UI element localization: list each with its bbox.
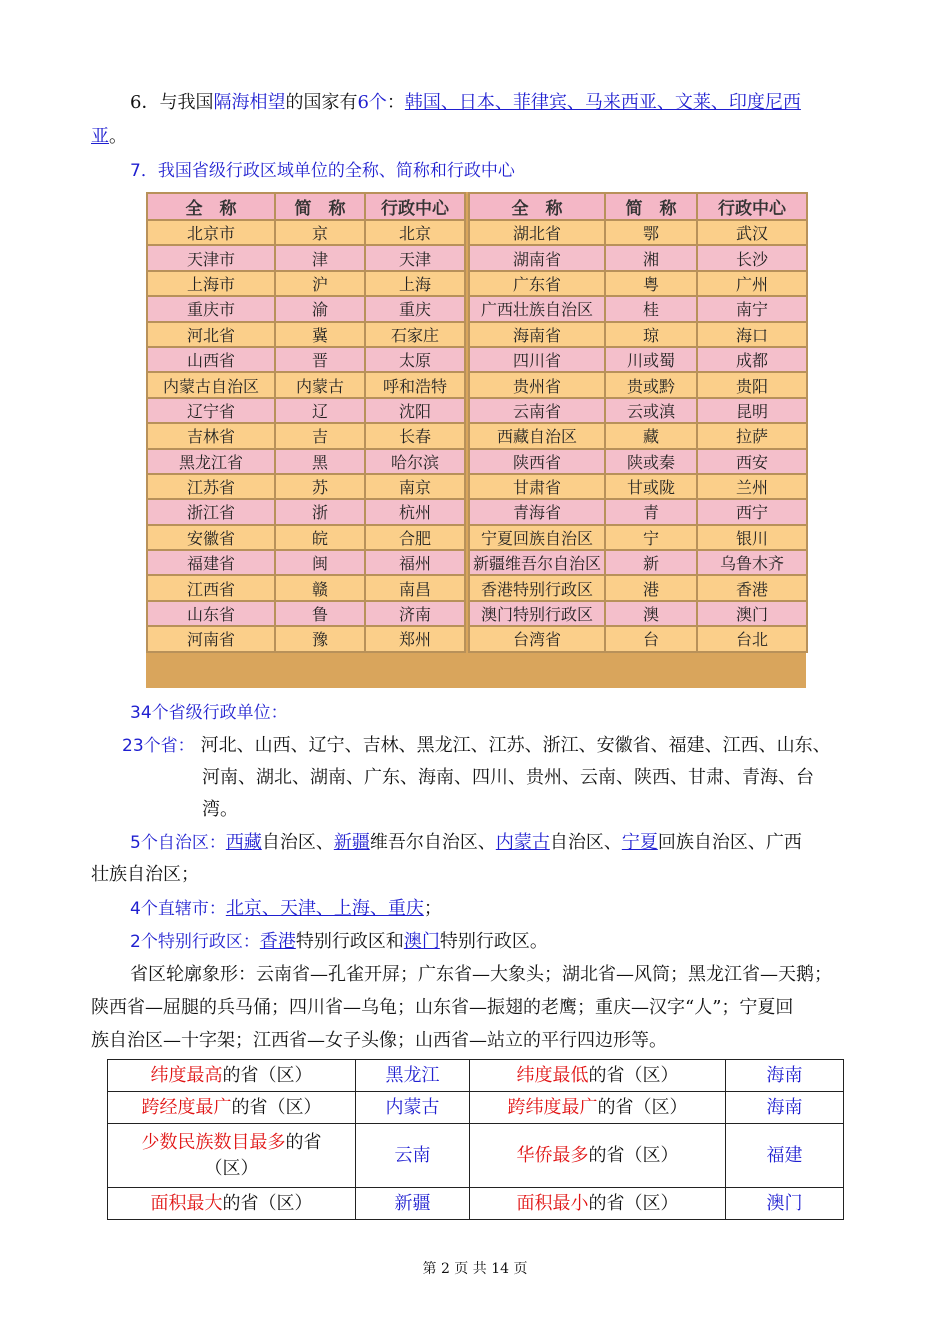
province-abbr: 宁 [605, 525, 697, 550]
facts-highlight: 纬度最高 [150, 1064, 223, 1086]
provinces-line1 [122, 733, 831, 759]
province-table-row [469, 449, 807, 474]
province-table-row [147, 372, 465, 397]
autonomous-line2: 壮族自治区； [91, 864, 199, 885]
province-table-row [469, 372, 807, 397]
facts-cell-question [470, 1060, 726, 1092]
province-fullname: 台湾省 [469, 626, 605, 651]
province-fullname: 安徽省 [147, 525, 275, 550]
province-fullname: 贵州省 [469, 372, 605, 397]
province-table-row [469, 525, 807, 550]
facts-cell-question [108, 1188, 356, 1220]
province-table-row [469, 322, 807, 347]
province-capital: 上海 [365, 271, 465, 296]
province-capital: 石家庄 [365, 322, 465, 347]
p6-number: 6． [130, 92, 160, 113]
province-table-row [147, 322, 465, 347]
province-fullname: 内蒙古自治区 [147, 372, 275, 397]
facts-text: 的省（区） [597, 1096, 688, 1118]
municipalities-end: ； [423, 898, 442, 919]
province-table-left [146, 192, 466, 653]
province-capital: 沈阳 [365, 398, 465, 423]
province-capital: 兰州 [697, 474, 807, 499]
province-abbr: 琼 [605, 322, 697, 347]
p6-line1 [130, 90, 801, 116]
municipalities-list: 北京、天津、上海、重庆 [225, 898, 424, 919]
autonomous-text-3: 自治区、 [549, 832, 622, 853]
province-table-row [147, 601, 465, 626]
facts-highlight: 纬度最低 [516, 1064, 589, 1086]
province-fullname: 湖北省 [469, 220, 605, 245]
facts-cell-question [470, 1124, 726, 1188]
facts-cell-question [108, 1060, 356, 1092]
province-table-row [147, 220, 465, 245]
province-capital: 福州 [365, 550, 465, 575]
province-capital: 南宁 [697, 296, 807, 321]
facts-cell-answer: 海南 [726, 1092, 844, 1124]
province-fullname: 河南省 [147, 626, 275, 651]
province-abbr: 鄂 [605, 220, 697, 245]
province-fullname: 福建省 [147, 550, 275, 575]
shapes-line1: 省区轮廓象形：云南省—孔雀开屏；广东省—大象头；湖北省—风筒；黑龙江省—天鹅； [130, 964, 832, 985]
province-table-header-cell: 行政中心 [365, 193, 465, 220]
province-fullname: 四川省 [469, 347, 605, 372]
facts-highlight: 面积最小 [516, 1192, 589, 1214]
autonomous-text-4: 回族自治区、广西 [657, 832, 802, 853]
province-fullname: 广东省 [469, 271, 605, 296]
facts-text: （区） [204, 1157, 259, 1179]
province-abbr: 吉 [275, 423, 365, 448]
province-capital: 成都 [697, 347, 807, 372]
facts-highlight: 跨经度最广 [141, 1096, 232, 1118]
province-capital: 广州 [697, 271, 807, 296]
province-abbr: 苏 [275, 474, 365, 499]
facts-cell-answer: 福建 [726, 1124, 844, 1188]
p6-colon: ： [386, 92, 405, 113]
municipalities-label: 4个直辖市： [130, 899, 226, 919]
province-table-row [469, 499, 807, 524]
province-abbr: 晋 [275, 347, 365, 372]
autonomous-line1 [130, 830, 802, 856]
province-abbr: 贵或黔 [605, 372, 697, 397]
province-abbr: 内蒙古 [275, 372, 365, 397]
province-abbr: 云或滇 [605, 398, 697, 423]
admin-total: 34个省级行政单位： [130, 703, 288, 723]
province-capital: 西安 [697, 449, 807, 474]
facts-row [108, 1060, 844, 1092]
province-capital: 台北 [697, 626, 807, 651]
facts-cell-answer: 内蒙古 [356, 1092, 470, 1124]
facts-text: 的省（区） [588, 1144, 679, 1166]
province-abbr: 皖 [275, 525, 365, 550]
province-table-header [147, 193, 465, 220]
province-fullname: 吉林省 [147, 423, 275, 448]
sar-end: 特别行政区。 [439, 931, 548, 952]
province-abbr: 赣 [275, 575, 365, 600]
province-fullname: 重庆市 [147, 296, 275, 321]
facts-cell-question [108, 1092, 356, 1124]
province-table-row [469, 423, 807, 448]
province-table [146, 192, 806, 688]
p6-count: 6个 [357, 92, 387, 113]
province-fullname: 新疆维吾尔自治区 [469, 550, 605, 575]
province-fullname: 北京市 [147, 220, 275, 245]
province-fullname: 湖南省 [469, 245, 605, 270]
province-abbr: 港 [605, 575, 697, 600]
province-fullname: 天津市 [147, 245, 275, 270]
autonomous-ningxia: 宁夏 [621, 832, 658, 853]
provinces-list-1: 河北、山西、辽宁、吉林、黑龙江、江苏、浙江、安徽省、福建、江西、山东、 [200, 735, 831, 756]
province-abbr: 鲁 [275, 601, 365, 626]
province-abbr: 京 [275, 220, 365, 245]
province-abbr: 陕或秦 [605, 449, 697, 474]
province-abbr: 桂 [605, 296, 697, 321]
autonomous-label: 5个自治区： [130, 833, 226, 853]
province-table-row [147, 550, 465, 575]
province-abbr: 渝 [275, 296, 365, 321]
province-capital: 香港 [697, 575, 807, 600]
province-table-row [147, 271, 465, 296]
province-abbr: 新 [605, 550, 697, 575]
facts-cell-answer: 云南 [356, 1124, 470, 1188]
autonomous-text-2: 维吾尔自治区、 [369, 832, 496, 853]
province-fullname: 浙江省 [147, 499, 275, 524]
province-capital: 北京 [365, 220, 465, 245]
province-fullname: 河北省 [147, 322, 275, 347]
province-table-row [469, 550, 807, 575]
facts-highlight: 少数民族数目最多 [141, 1131, 286, 1153]
sar-macau: 澳门 [403, 931, 440, 952]
province-fullname: 云南省 [469, 398, 605, 423]
shapes-line2: 陕西省—屈腿的兵马俑；四川省—乌龟；山东省—振翅的老鹰；重庆—汉字“人”；宁夏回 [91, 997, 794, 1018]
province-fullname: 山东省 [147, 601, 275, 626]
province-table-row [469, 271, 807, 296]
province-capital: 澳门 [697, 601, 807, 626]
province-abbr: 藏 [605, 423, 697, 448]
province-table-row [469, 626, 807, 651]
facts-cell-answer: 黑龙江 [356, 1060, 470, 1092]
province-capital: 重庆 [365, 296, 465, 321]
province-abbr: 青 [605, 499, 697, 524]
facts-text: 的省 [285, 1131, 322, 1153]
province-fullname: 广西壮族自治区 [469, 296, 605, 321]
province-capital: 郑州 [365, 626, 465, 651]
autonomous-xinjiang: 新疆 [333, 832, 370, 853]
facts-cell-question [470, 1188, 726, 1220]
facts-cell-question [108, 1124, 356, 1188]
facts-text: 的省（区） [588, 1192, 679, 1214]
province-capital: 武汉 [697, 220, 807, 245]
province-capital: 长春 [365, 423, 465, 448]
provinces-label: 23个省： [122, 736, 195, 756]
facts-highlight: 面积最大 [150, 1192, 223, 1214]
province-abbr: 台 [605, 626, 697, 651]
province-table-header-cell: 全 称 [147, 193, 275, 220]
province-abbr: 湘 [605, 245, 697, 270]
facts-cell-answer: 新疆 [356, 1188, 470, 1220]
province-capital: 呼和浩特 [365, 372, 465, 397]
province-table-row [147, 423, 465, 448]
facts-text: 的省（区） [588, 1064, 679, 1086]
provinces-line3: 湾。 [202, 799, 238, 820]
province-capital: 太原 [365, 347, 465, 372]
province-abbr: 浙 [275, 499, 365, 524]
province-table-row [147, 474, 465, 499]
province-abbr: 甘或陇 [605, 474, 697, 499]
p6-countries: 韩国、日本、菲律宾、马来西亚、文莱、印度尼西 [404, 92, 801, 113]
province-table-row [469, 245, 807, 270]
autonomous-neimenggu: 内蒙古 [495, 832, 550, 853]
provinces-line2: 河南、湖北、湖南、广东、海南、四川、贵州、云南、陕西、甘肃、青海、台 [202, 767, 814, 788]
province-abbr: 粤 [605, 271, 697, 296]
municipalities-line [130, 896, 442, 922]
province-table-row [147, 626, 465, 651]
province-capital: 西宁 [697, 499, 807, 524]
autonomous-text-1: 自治区、 [261, 832, 334, 853]
facts-highlight: 华侨最多 [516, 1144, 589, 1166]
sar-label: 2个特别行政区： [130, 932, 260, 952]
province-capital: 海口 [697, 322, 807, 347]
province-table-row [147, 296, 465, 321]
province-fullname: 上海市 [147, 271, 275, 296]
province-capital: 合肥 [365, 525, 465, 550]
facts-table [107, 1059, 844, 1220]
province-fullname: 海南省 [469, 322, 605, 347]
province-table-row [147, 499, 465, 524]
province-table-row [469, 220, 807, 245]
province-fullname: 宁夏回族自治区 [469, 525, 605, 550]
province-table-header [469, 193, 807, 220]
province-capital: 天津 [365, 245, 465, 270]
sar-hongkong: 香港 [259, 931, 296, 952]
province-fullname: 辽宁省 [147, 398, 275, 423]
province-table-header-cell: 全 称 [469, 193, 605, 220]
province-table-row [469, 575, 807, 600]
province-capital: 银川 [697, 525, 807, 550]
facts-highlight: 跨纬度最广 [507, 1096, 598, 1118]
province-abbr: 黑 [275, 449, 365, 474]
province-table-row [147, 398, 465, 423]
province-table-row [469, 601, 807, 626]
autonomous-xizang: 西藏 [225, 832, 262, 853]
shapes-line3: 族自治区—十字架；江西省—女子头像；山西省—站立的平行四边形等。 [91, 1030, 667, 1051]
facts-row [108, 1124, 844, 1188]
province-fullname: 香港特别行政区 [469, 575, 605, 600]
facts-row [108, 1188, 844, 1220]
province-fullname: 江西省 [147, 575, 275, 600]
province-capital: 南京 [365, 474, 465, 499]
province-abbr: 澳 [605, 601, 697, 626]
province-abbr: 津 [275, 245, 365, 270]
facts-text: 的省（区） [222, 1064, 313, 1086]
province-abbr: 辽 [275, 398, 365, 423]
province-capital: 贵阳 [697, 372, 807, 397]
facts-text: 的省（区） [231, 1096, 322, 1118]
province-fullname: 青海省 [469, 499, 605, 524]
facts-cell-answer: 澳门 [726, 1188, 844, 1220]
province-abbr: 冀 [275, 322, 365, 347]
province-fullname: 江苏省 [147, 474, 275, 499]
section-7-heading: 7．我国省级行政区域单位的全称、简称和行政中心 [130, 161, 515, 181]
p6-keyword: 隔海相望 [213, 92, 286, 113]
province-capital: 乌鲁木齐 [697, 550, 807, 575]
p6-text3: 的国家有 [285, 92, 358, 113]
facts-cell-question [470, 1092, 726, 1124]
province-fullname: 山西省 [147, 347, 275, 372]
province-fullname: 西藏自治区 [469, 423, 605, 448]
province-table-header-cell: 行政中心 [697, 193, 807, 220]
province-capital: 长沙 [697, 245, 807, 270]
facts-cell-answer: 海南 [726, 1060, 844, 1092]
province-table-row [147, 575, 465, 600]
province-table-row [147, 525, 465, 550]
province-table-row [469, 474, 807, 499]
province-fullname: 陕西省 [469, 449, 605, 474]
facts-row [108, 1092, 844, 1124]
province-table-row [147, 347, 465, 372]
province-capital: 哈尔滨 [365, 449, 465, 474]
p6-end: 。 [109, 126, 127, 147]
p6-line2 [91, 124, 127, 150]
province-table-header-cell: 简 称 [605, 193, 697, 220]
province-abbr: 沪 [275, 271, 365, 296]
province-table-row [147, 449, 465, 474]
province-table-row [147, 245, 465, 270]
province-capital: 拉萨 [697, 423, 807, 448]
province-table-header-cell: 简 称 [275, 193, 365, 220]
province-abbr: 豫 [275, 626, 365, 651]
province-table-row [469, 347, 807, 372]
province-fullname: 澳门特别行政区 [469, 601, 605, 626]
province-capital: 南昌 [365, 575, 465, 600]
p6-text1: 与我国 [159, 92, 214, 113]
province-table-row [469, 296, 807, 321]
province-fullname: 黑龙江省 [147, 449, 275, 474]
province-table-right [468, 192, 808, 653]
province-table-row [469, 398, 807, 423]
page-footer: 第 2 页 共 14 页 [422, 1261, 528, 1277]
province-abbr: 闽 [275, 550, 365, 575]
province-capital: 昆明 [697, 398, 807, 423]
province-fullname: 甘肃省 [469, 474, 605, 499]
sar-line [130, 929, 548, 955]
facts-text: 的省（区） [222, 1192, 313, 1214]
sar-mid: 特别行政区和 [295, 931, 404, 952]
p6-countries-cont: 亚 [91, 126, 109, 147]
province-capital: 杭州 [365, 499, 465, 524]
province-capital: 济南 [365, 601, 465, 626]
province-abbr: 川或蜀 [605, 347, 697, 372]
